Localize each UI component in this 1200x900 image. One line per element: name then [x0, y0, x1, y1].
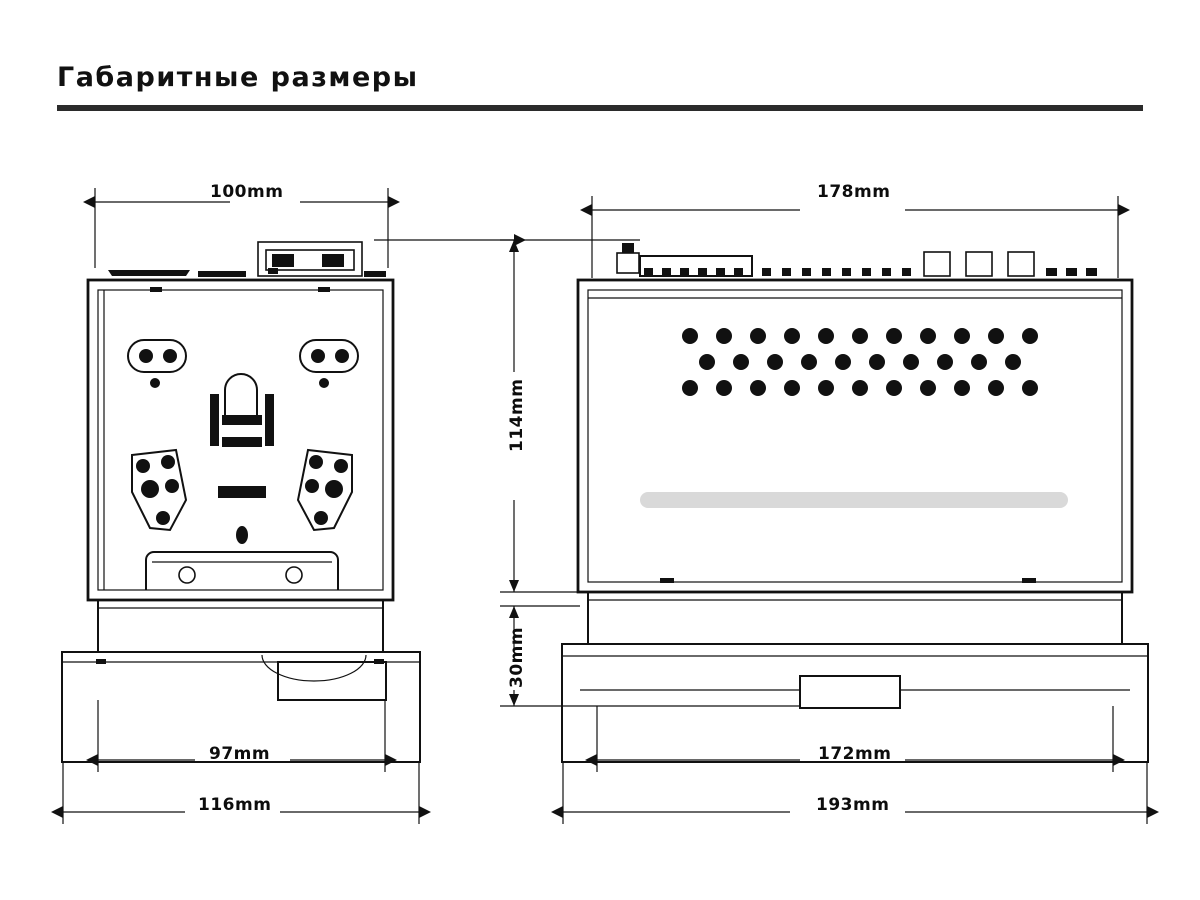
front-center-bar-right [265, 394, 274, 446]
front-view-group [62, 188, 420, 824]
page-title: Габаритные размеры [57, 62, 419, 93]
side-base-boss [800, 676, 900, 708]
front-center-pin [236, 526, 248, 544]
side-view-group [374, 196, 1148, 824]
front-center-bar-c [218, 486, 266, 498]
dim-label-side-width-outer-bottom: 193mm [816, 795, 890, 815]
side-label-strip [640, 492, 1068, 508]
dim-label-side-height-base: 30mm [507, 626, 527, 688]
front-top-clip-mid [198, 271, 246, 277]
dim-label-front-width-top: 100mm [210, 182, 284, 202]
side-body-outline [578, 280, 1132, 592]
front-interior-features [128, 340, 358, 590]
side-dim-178mm [592, 196, 1118, 278]
side-vent-holes [682, 328, 1038, 396]
side-top-fittings [617, 243, 1097, 276]
front-bottom-bracket [146, 552, 338, 590]
side-dim-114mm [374, 240, 640, 592]
front-center-bar-left [210, 394, 219, 446]
side-top-post [622, 243, 634, 253]
dim-label-side-height-body: 114mm [507, 378, 527, 452]
front-top-connector [258, 242, 362, 276]
front-base-boss [278, 662, 386, 700]
front-tab-2 [318, 287, 330, 292]
side-dim-193mm [563, 762, 1147, 824]
dim-label-side-width-top: 178mm [817, 182, 891, 202]
front-base-plate [62, 652, 420, 762]
front-top-clip-left [108, 270, 190, 276]
front-tab-1 [150, 287, 162, 292]
front-slot-left [128, 340, 186, 372]
dim-label-front-width-inner-bottom: 97mm [209, 744, 271, 764]
dim-label-side-width-inner-bottom: 172mm [818, 744, 892, 764]
front-center-bar-b [222, 437, 262, 447]
side-base-plate [562, 644, 1148, 762]
front-dim-116mm [63, 762, 419, 824]
dim-label-front-width-outer-bottom: 116mm [198, 795, 272, 815]
front-slot-right [300, 340, 358, 372]
front-center-bar-a [222, 415, 262, 425]
front-top-clip-right [364, 271, 386, 277]
